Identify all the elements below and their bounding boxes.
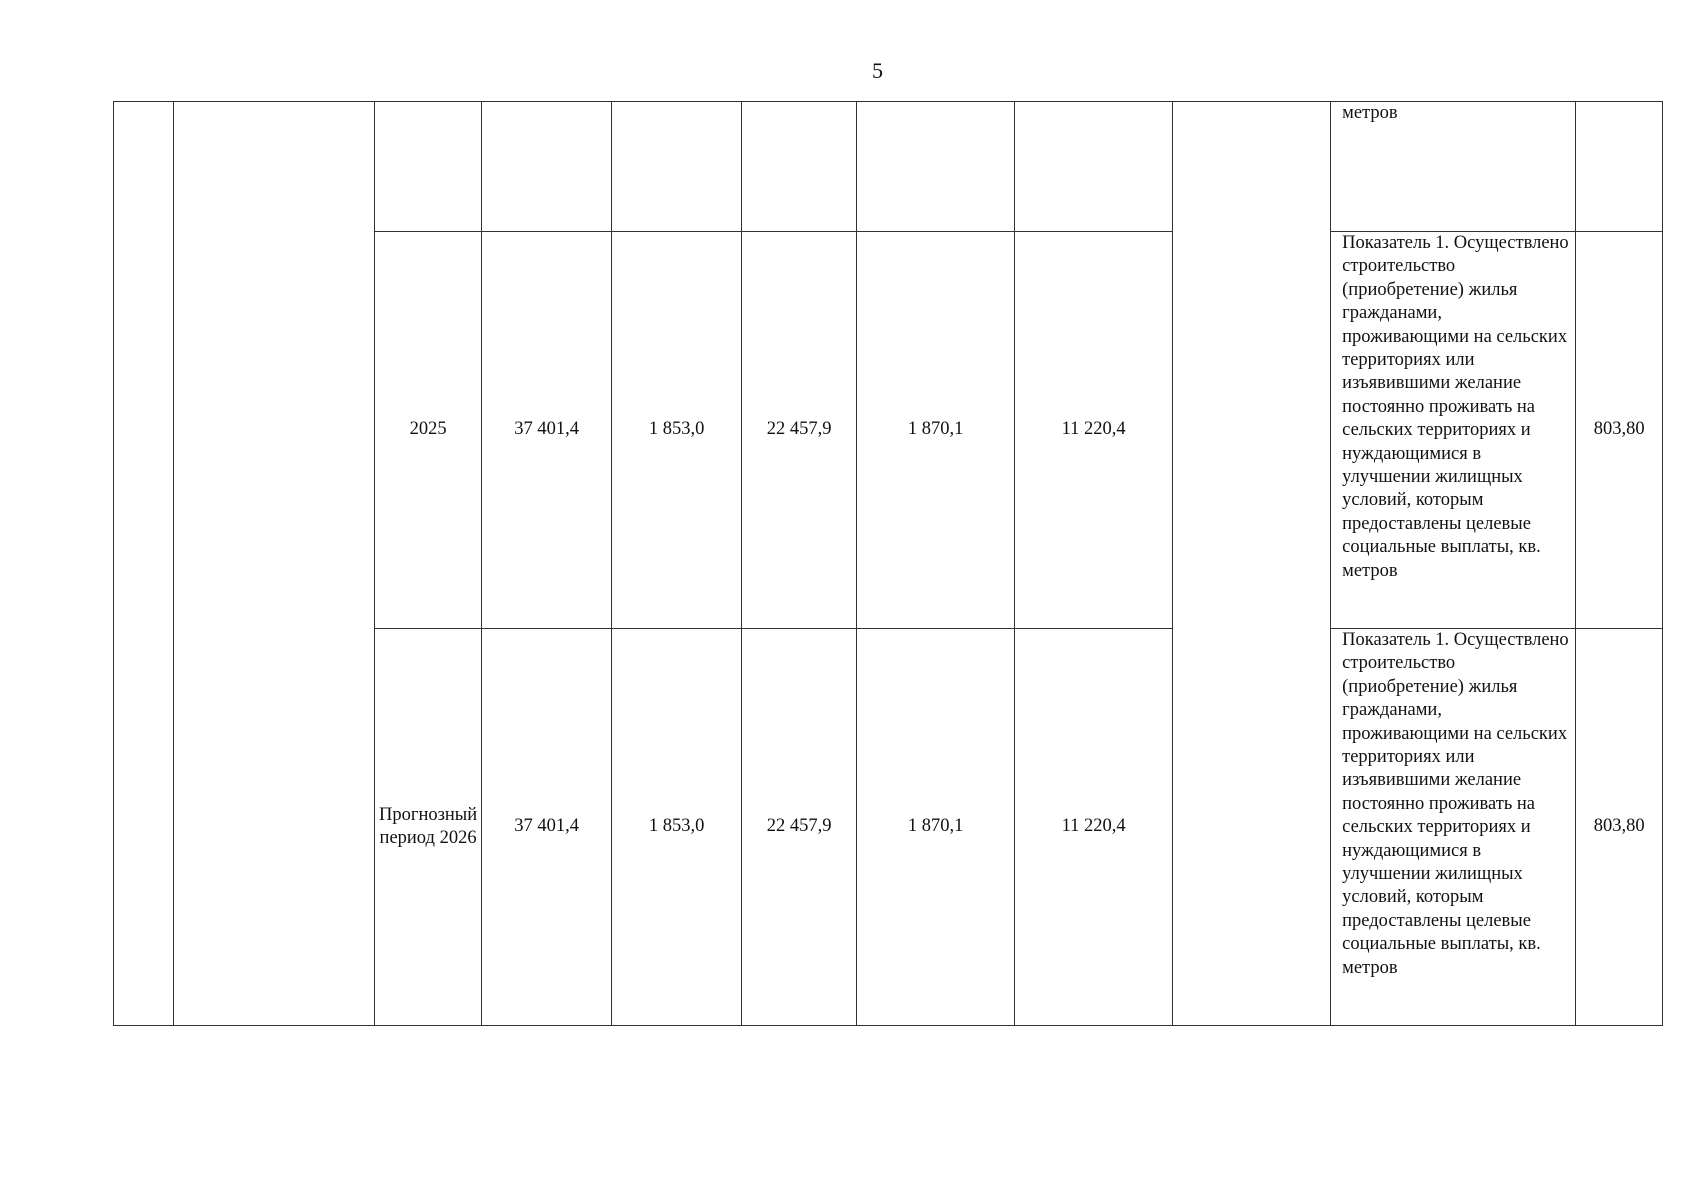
program-funding-table: [113, 101, 1663, 1026]
funding-cell: [857, 102, 1015, 232]
indicator-cell: Показатель 1. Осуществлено строительство (приобретение) жилья гражданами, проживающими на сельских территориях или изъявившими желание постоянно проживать на сельских территориях и нуждающимися в улучшении жилищных условий, которым предоставлены целевые социальные выплаты, кв. метров: [1331, 629, 1576, 1026]
table-row: [114, 102, 1663, 232]
period-cell: [375, 102, 482, 232]
indicator-value-cell: [1576, 102, 1663, 232]
total-cell: 37 401,4: [482, 232, 612, 629]
funding-cell: 22 457,9: [742, 232, 857, 629]
total-cell: [482, 102, 612, 232]
indicator-value-cell: 803,80: [1576, 629, 1663, 1026]
period-cell: Прогнозный период 2026: [375, 629, 482, 1026]
funding-cell: [742, 102, 857, 232]
funding-cell: 1 853,0: [612, 629, 742, 1026]
funding-cell: [1015, 102, 1173, 232]
indicator-cell: Показатель 1. Осуществлено строительство (приобретение) жилья гражданами, проживающими на сельских территориях или изъявившими желание постоянно проживать на сельских территориях и нуждающимися в улучшении жилищных условий, которым предоставлены целевые социальные выплаты, кв. метров: [1331, 232, 1576, 629]
page-number: 5: [872, 58, 883, 83]
indicator-value-cell: 803,80: [1576, 232, 1663, 629]
event-name-cell: [174, 102, 375, 1026]
executor-cell: [1173, 102, 1331, 1026]
funding-cell: 22 457,9: [742, 629, 857, 1026]
funding-cell: 1 870,1: [857, 629, 1015, 1026]
funding-cell: 11 220,4: [1015, 232, 1173, 629]
funding-cell: [612, 102, 742, 232]
period-cell: 2025: [375, 232, 482, 629]
funding-cell: 11 220,4: [1015, 629, 1173, 1026]
total-cell: 37 401,4: [482, 629, 612, 1026]
funding-cell: 1 853,0: [612, 232, 742, 629]
indicator-cell: метров: [1331, 102, 1576, 232]
row-number-cell: [114, 102, 174, 1026]
funding-cell: 1 870,1: [857, 232, 1015, 629]
